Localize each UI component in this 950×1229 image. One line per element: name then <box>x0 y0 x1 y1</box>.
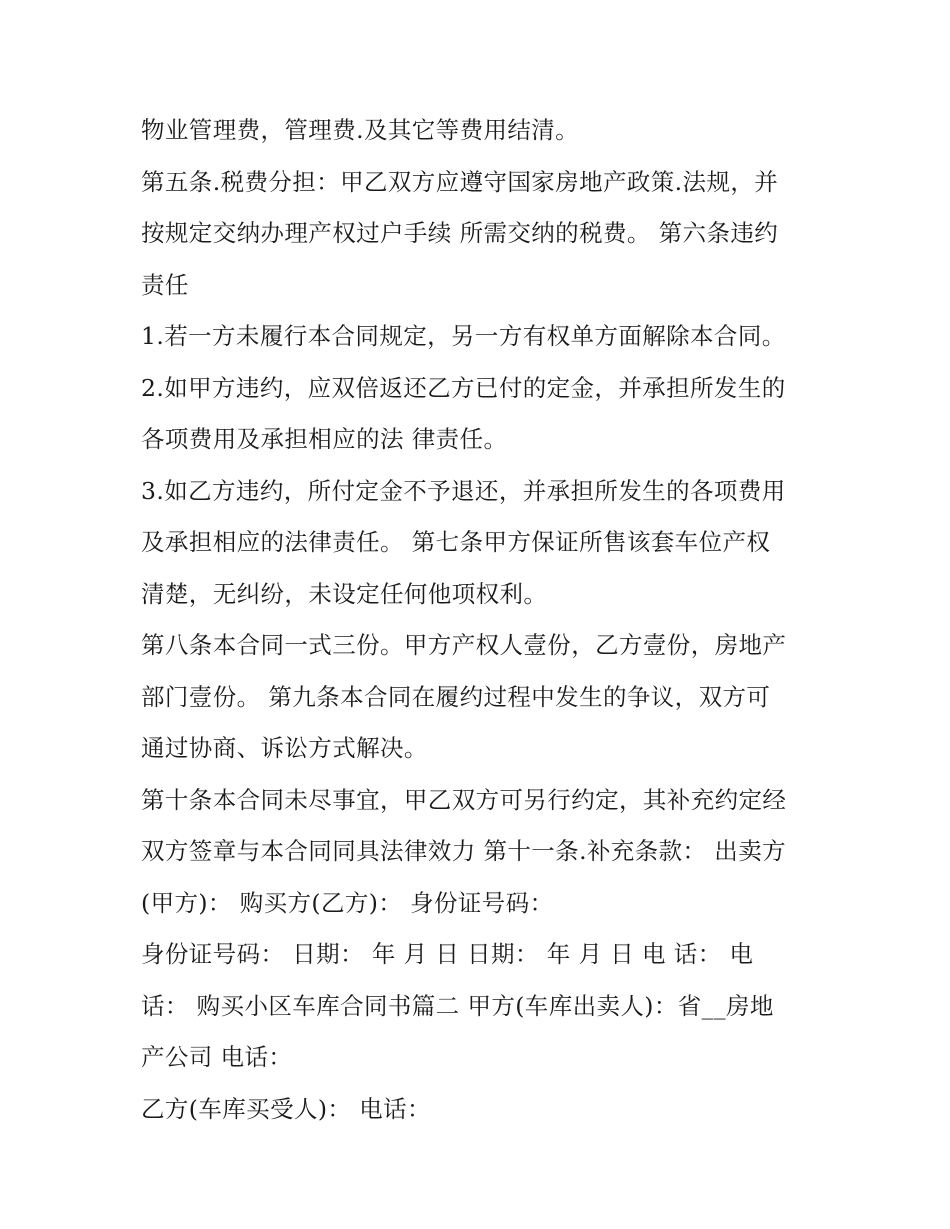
text-line: 通过协商、诉讼方式解决。 <box>141 734 428 762</box>
text-line: 按规定交纳办理产权过户手续 所需交纳的税费。 第六条违约 <box>141 219 779 247</box>
text-line: 部门壹份。 第九条本合同在履约过程中发生的争议，双方可 <box>141 682 771 711</box>
text-line: 乙方(车库买受人)： 电话： <box>141 1094 431 1123</box>
text-line: 第五条.税费分担：甲乙双方应遵守国家房地产政策.法规，并 <box>141 167 779 196</box>
text-line: 产公司 电话： <box>141 1043 293 1071</box>
text-line: 第八条本合同一式三份。甲方产权人壹份，乙方壹份，房地产 <box>141 631 787 659</box>
text-line: 身份证号码： 日期： 年 月 日 日期： 年 月 日 电 话： 电 <box>141 940 754 968</box>
text-line: 清楚，无纠纷，未设定任何他项权利。 <box>141 579 548 608</box>
contract-text <box>141 108 831 1138</box>
text-line: 3.如乙方违约，所付定金不予退还，并承担所发生的各项费用 <box>141 476 786 505</box>
text-line: (甲方)： 购买方(乙方)： 身份证号码： <box>141 888 554 917</box>
text-line: 话： 购买小区车库合同书篇二 甲方(车库出卖人)：省__房地 <box>141 991 774 1020</box>
text-line: 及承担相应的法律责任。 第七条甲方保证所售该套车位产权 <box>141 528 771 556</box>
text-line: 第十条本合同未尽事宜，甲乙双方可另行约定，其补充约定经 <box>141 785 787 814</box>
text-line: 物业管理费，管理费.及其它等费用结清。 <box>141 116 580 144</box>
text-line: 各项费用及承担相应的法 律责任。 <box>141 425 508 453</box>
text-line: 责任 <box>141 270 189 299</box>
text-line: 2.如甲方违约，应双倍返还乙方已付的定金，并承担所发生的 <box>141 373 786 402</box>
text-line: 双方签章与本合同同具法律效力 第十一条.补充条款： 出卖方 <box>141 837 787 865</box>
text-line: 1.若一方未履行本合同规定，另一方有权单方面解除本合同。 <box>141 322 786 350</box>
